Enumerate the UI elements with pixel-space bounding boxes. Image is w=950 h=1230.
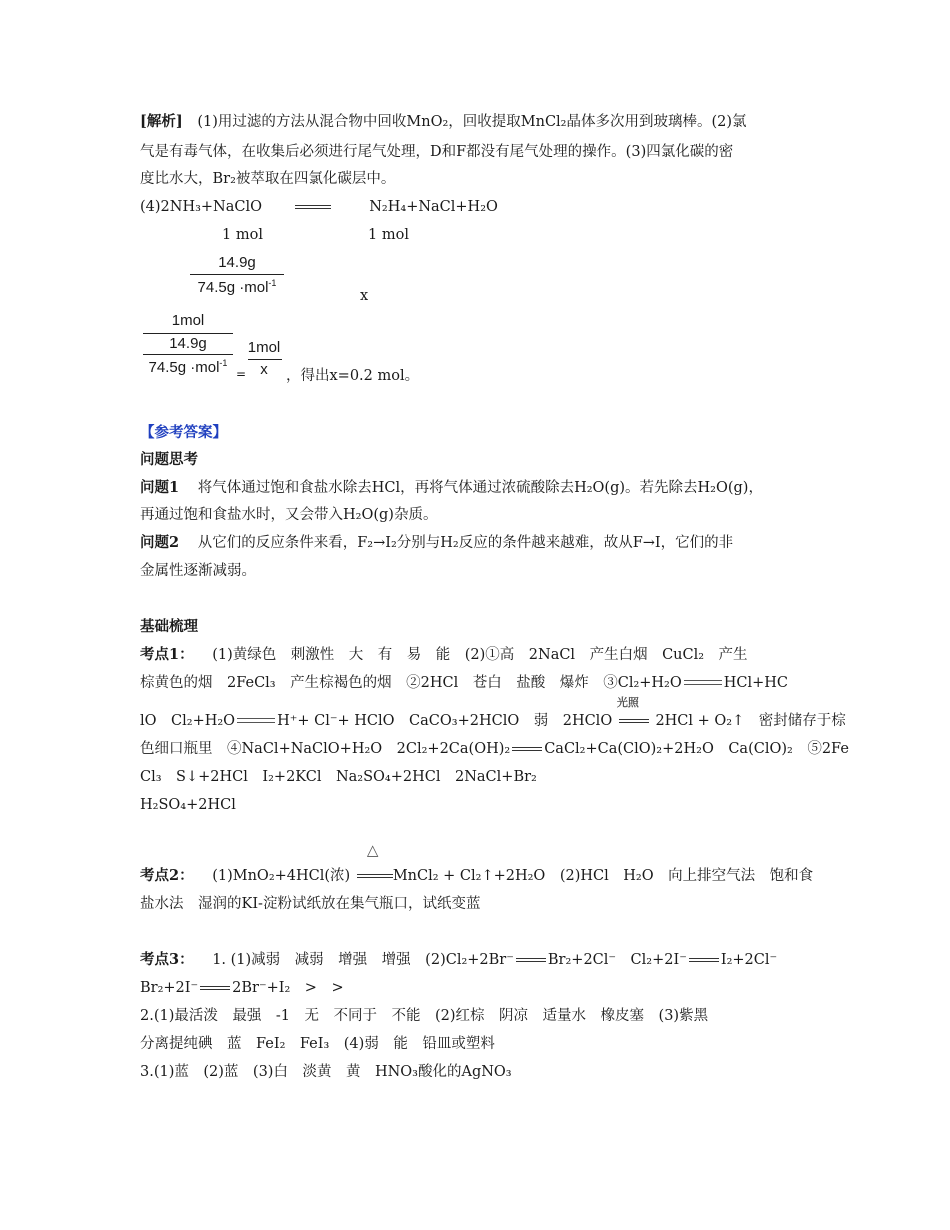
equation-left: (4)2NH₃+NaClO [140,199,263,215]
k1-line-3b: H⁺+ Cl⁻+ HClO CaCO₃+2HClO 弱 2HClO [277,713,613,729]
k1-line-4a: 色细口瓶里 ④NaCl+NaClO+H₂O 2Cl₂+2Ca(OH)₂ [140,741,511,757]
equation-line [140,197,498,217]
reversible-arrow-2 [237,717,275,725]
equation-right: N₂H₄+NaCl+H₂O [369,199,498,215]
heat-condition [355,841,393,886]
big-fraction-inner-bar [143,354,233,355]
question-2-text: 从它们的反应条件来看，F₂→I₂分别与H₂反应的条件越来越难，故从F→I，它们的非 [197,535,734,551]
k2-line-1 [140,841,814,886]
k1-line-5: Cl₃ S↓+2HCl I₂+2KCl Na₂SO₄+2HCl 2NaCl+Br₂ [140,769,537,785]
k2-text-1a: (1)MnO₂+4HCl(浓) [212,868,351,884]
k3-line-1 [140,950,777,970]
fraction-1-numerator: 14.9g [218,254,256,271]
fraction-1-bar [190,274,284,275]
k1-line-2 [140,673,788,693]
analysis-text-1: (1)用过滤的方法从混合物中回收MnO₂，回收提取MnCl₂晶体多次用到玻璃棒。(2)氯 [197,114,747,130]
k1-label: 考点1： [140,646,194,663]
answer-heading: 【参考答案】 [140,424,227,441]
big-fraction-denominator [143,358,233,376]
k3-text-1c: I₂+2Cl⁻ [720,952,778,968]
k1-line-3a: lO Cl₂+H₂O [140,713,236,729]
question-1-label: 问题1 [140,479,180,496]
equals-sign-2 [512,747,542,751]
light-condition [616,696,651,731]
mol-right: 1 mol [368,227,409,243]
analysis-line-2: 气是有毒气体，在收集后必须进行尾气处理，D和F都没有尾气处理的操作。(3)四氯化碳的密 [140,144,734,160]
analysis-line-3: 度比水大，Br₂被萃取在四氯化碳层中。 [140,171,396,187]
k1-line-3c: 2HCl + O₂↑ 密封储存于棕 [655,713,846,729]
k3-label: 考点3： [140,951,194,968]
mol-left: 1 mol [222,227,263,243]
k3-text-1a: 1. (1)减弱 减弱 增强 增强 (2)Cl₂+2Br⁻ [212,952,514,968]
k3-text-1b: Br₂+2Cl⁻ Cl₂+2I⁻ [547,952,687,968]
big-fraction-mid: 14.9g [169,335,207,352]
k1-text-1: (1)黄绿色 刺激性 大 有 易 能 (2)①高 2NaCl 产生白烟 CuCl₂ 产生 [212,647,748,663]
question-2-line-2: 金属性逐渐减弱。 [140,563,256,579]
big-fraction-bar [143,333,233,334]
light-equals [619,719,649,723]
heat-equals [357,874,393,878]
k3-line-3: 2.(1)最活泼 最强 -1 无 不同于 不能 (2)红棕 阴凉 适量水 橡皮塞 (3)紫黑 [140,1008,709,1024]
k2-label: 考点2： [140,867,194,884]
k3-text-2a: Br₂+2I⁻ [140,980,199,996]
k3-line-2 [140,978,344,998]
k1-line-2b: HCl+HC [723,675,789,691]
x-variable: x [360,288,369,304]
fraction-2-bar [248,359,282,360]
fraction-2-numerator: 1mol [247,339,281,356]
light-label: 光照 [616,696,639,709]
k2-line-2: 盐水法 湿润的KI-淀粉试纸放在集气瓶口，试纸变蓝 [140,896,481,912]
equals-sign-3 [516,958,546,962]
k2-text-1b: MnCl₂ + Cl₂↑+2H₂O (2)HCl H₂O 向上排空气法 饱和食 [392,868,814,884]
fraction-1-denominator [190,278,284,296]
k3-text-2b: 2Br⁻+I₂ > > [232,980,344,996]
question-1-text: 将气体通过饱和食盐水除去HCl，再将气体通过浓硫酸除去H₂O(g)。若先除去H₂O(g)， [197,480,763,496]
fraction-1-den-text: 74.5g ·mol [197,279,269,296]
equals-sign-4 [689,958,719,962]
fraction-2-denominator: x [260,361,268,378]
k3-line-4: 分离提纯碘 蓝 FeI₂ FeI₃ (4)弱 能 铅皿或塑料 [140,1036,495,1052]
k1-line-4 [140,739,849,759]
question-2-line-1 [140,533,733,553]
basics-title: 基础梳理 [140,618,198,635]
section-title-questions: 问题思考 [140,451,198,468]
question-1-line-2: 再通过饱和食盐水时，又会带入H₂O(g)杂质。 [140,507,438,523]
equals-sign [295,205,331,209]
k1-line-1 [140,645,748,665]
k1-line-4b: CaCl₂+Ca(ClO)₂+2H₂O Ca(ClO)₂ ⑤2Fe [544,741,849,757]
heat-triangle-icon: △ [366,841,379,859]
result-text: ，得出x=0.2 mol。 [286,368,420,384]
big-fraction-den-text: 74.5g ·mol [148,359,220,376]
equals-sign-5 [200,986,230,990]
k1-line-6: H₂SO₄+2HCl [140,797,236,813]
analysis-label: [解析] [140,113,183,130]
k1-line-3 [140,696,846,731]
equals-symbol: = [236,367,247,381]
k1-line-2a: 棕黄色的烟 2FeCl₃ 产生棕褐色的烟 ②2HCl 苍白 盐酸 爆炸 ③Cl₂+H₂O [140,675,682,691]
question-2-label: 问题2 [140,534,180,551]
question-1-line-1 [140,478,763,498]
big-fraction-numerator: 1mol [171,312,205,329]
reversible-arrow-1 [684,679,722,687]
analysis-line-1 [140,112,747,132]
big-fraction-exp: -1 [219,358,228,368]
fraction-1-exp: -1 [268,278,277,288]
k3-line-5: 3.(1)蓝 (2)蓝 (3)白 淡黄 黄 HNO₃酸化的AgNO₃ [140,1064,512,1080]
